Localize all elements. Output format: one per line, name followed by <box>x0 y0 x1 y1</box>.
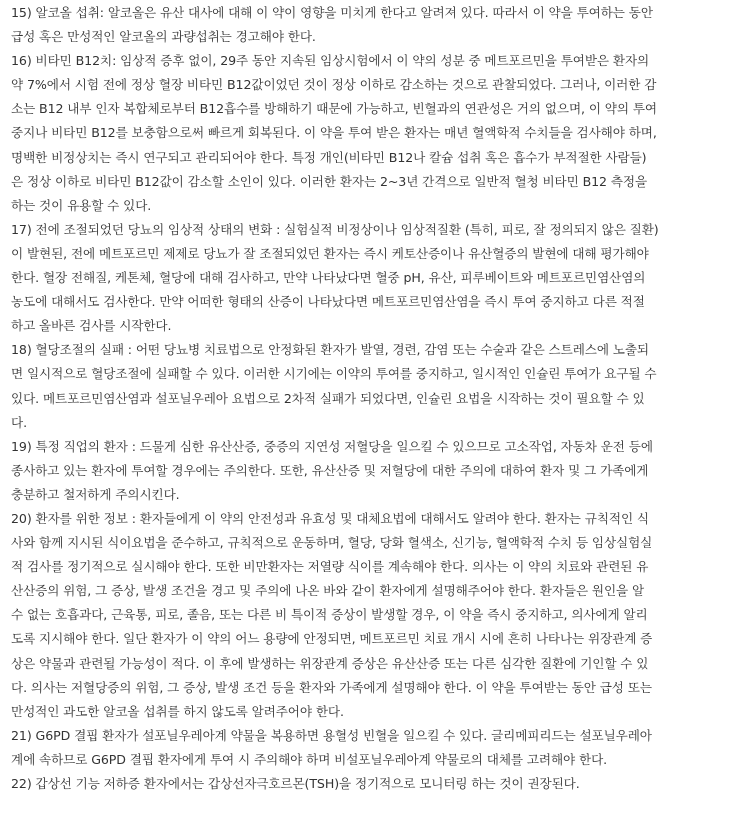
section-15-alcohol-intake <box>11 1 721 49</box>
text-line: 한다. 혈장 전해질, 케톤체, 혈당에 대해 검사하고, 만약 나타났다면 혈중 pH, 유산, 피루베이트와 메트포르민염산염의 <box>11 270 646 286</box>
section-18-glycemic-control-failure <box>11 338 721 434</box>
text-line: 15) 알코올 섭취: 알코올은 유산 대사에 대해 이 약이 영향을 미치게 한다고 알려져 있다. 따라서 이 약을 투여하는 동안 <box>11 5 653 20</box>
text-line: 하는 것이 유용할 수 있다. <box>11 197 152 213</box>
text-line: 만성적인 과도한 알코올 섭취를 하지 않도록 알려주어야 한다. <box>11 703 344 719</box>
text-line: 사와 함께 지시된 식이요법을 준수하고, 규칙적으로 운동하며, 혈당, 당화 혈색소, 신기능, 혈액학적 수치 등 임상실험실 <box>11 535 653 551</box>
text-line: 다. <box>11 414 27 430</box>
text-line: 면 일시적으로 혈당조절에 실패할 수 있다. 이러한 시기에는 이약의 투여를 중지하고, 일시적인 인슐린 투여가 요구될 수 <box>11 366 657 382</box>
text-line: 21) G6PD 결핍 환자가 설포닐우레아계 약물을 복용하면 용혈성 빈혈을 일으킬 수 있다. 글리메피리드는 설포닐우레아 <box>11 727 652 743</box>
section-21-g6pd-deficiency <box>11 724 721 772</box>
text-line: 하고 올바른 검사를 시작한다. <box>11 318 172 334</box>
section-16-vitamin-b12 <box>11 49 721 218</box>
section-19-occupational-patients <box>11 435 721 507</box>
text-line: 충분하고 철저하게 주의시킨다. <box>11 486 180 502</box>
text-line: 18) 혈당조절의 실패 : 어떤 당뇨병 치료법으로 안정화된 환자가 발열, 경련, 감염 또는 수술과 같은 스트레스에 노출되 <box>11 342 649 358</box>
text-line: 있다. 메트포르민염산염과 설포닐우레아 요법으로 2차적 실패가 되었다면, 인슐린 요법을 시작하는 것이 필요할 수 있 <box>11 390 645 406</box>
text-line: 종사하고 있는 환자에 투여할 경우에는 주의한다. 또한, 유산산증 및 저혈당에 대한 주의에 대하여 환자 및 그 가족에게 <box>11 462 649 478</box>
text-line: 17) 전에 조절되었던 당뇨의 임상적 상태의 변화 : 실험실적 비정상이나 임상적질환 (특히, 피로, 잘 정의되지 않은 질환) <box>11 221 659 237</box>
text-line: 상은 약물과 관련될 가능성이 적다. 이 후에 발생하는 위장관계 증상은 유산산증 또는 다른 심각한 질환에 기인할 수 있 <box>11 655 649 671</box>
text-line: 소는 B12 내부 인자 복합체로부터 B12흡수를 방해하기 때문에 가능하고, 빈혈과의 연관성은 거의 없으며, 이 약의 투여 <box>11 101 657 117</box>
section-17-clinical-status-change <box>11 218 721 338</box>
text-line: 은 정상 이하로 비타민 B12값이 감소할 소인이 있다. 이러한 환자는 2~3년 간격으로 일반적 혈청 비타민 B12 측정을 <box>11 173 648 189</box>
text-line: 다. 의사는 저혈당증의 위험, 그 증상, 발생 조건 등을 환자와 가족에게 설명해야 한다. 이 약을 투여받는 동안 급성 또는 <box>11 679 652 695</box>
text-line: 계에 속하므로 G6PD 결핍 환자에게 투여 시 주의해야 하며 비설포닐우레아계 약물로의 대체를 고려해야 한다. <box>11 751 608 767</box>
section-20-patient-information <box>11 507 721 724</box>
text-line: 급성 혹은 만성적인 알코올의 과량섭취는 경고해야 한다. <box>11 29 316 45</box>
text-line: 20) 환자를 위한 정보 : 환자들에게 이 약의 안전성과 유효성 및 대체요법에 대해서도 알려야 한다. 환자는 규칙적인 식 <box>11 510 649 526</box>
text-line: 도록 지시해야 한다. 일단 환자가 이 약의 어느 용량에 안정되면, 메트포르민 치료 개시 시에 흔히 나타나는 위장관계 증 <box>11 631 653 647</box>
text-line: 19) 특정 직업의 환자 : 드물게 심한 유산산증, 중증의 지연성 저혈당을 일으킬 수 있으므로 고소작업, 자동차 운전 등에 <box>11 438 653 454</box>
text-line: 중지나 비타민 B12를 보충함으로써 빠르게 회복된다. 이 약을 투여 받은 환자는 매년 혈액학적 수치들을 검사해야 하며, <box>11 125 657 141</box>
text-line: 적 검사를 정기적으로 실시해야 한다. 또한 비만환자는 저열량 식이를 계속해야 한다. 의사는 이 약의 치료와 관련된 유 <box>11 559 649 575</box>
text-line: 수 없는 호흡과다, 근육통, 피로, 졸음, 또는 다른 비 특이적 증상이 발생할 경우, 이 약을 즉시 중지하고, 의사에게 알리 <box>11 607 648 623</box>
text-line: 16) 비타민 B12치: 임상적 증후 없이, 29주 동안 지속된 임상시험에서 이 약의 성분 중 메트포르민을 투여받은 환자의 <box>11 53 650 69</box>
text-line: 산산증의 위험, 그 증상, 발생 조건을 경고 및 주의에 나온 바와 같이 환자에게 설명해주어야 한다. 환자들은 원인을 알 <box>11 583 645 599</box>
text-line: 농도에 대해서도 검사한다. 만약 어떠한 형태의 산증이 나타났다면 메트포르민염산염을 즉시 투여 중지하고 다른 적절 <box>11 294 645 310</box>
text-line: 22) 갑상선 기능 저하증 환자에서는 갑상선자극호르몬(TSH)을 정기적으로 모니터링 하는 것이 권장된다. <box>11 776 580 791</box>
section-22-hypothyroidism <box>11 772 721 796</box>
text-line: 명백한 비정상치는 즉시 연구되고 관리되어야 한다. 특정 개인(비타민 B12나 칼슘 섭취 혹은 흡수가 부적절한 사람들) <box>11 149 647 165</box>
text-line: 이 발현된, 전에 메트포르민 제제로 당뇨가 잘 조절되었던 환자는 즉시 케토산증이나 유산혈증의 발현에 대해 평가해야 <box>11 245 649 261</box>
text-line: 약 7%에서 시험 전에 정상 혈장 비타민 B12값이었던 것이 정상 이하로 감소하는 것으로 관찰되었다. 그러나, 이러한 감 <box>11 77 657 93</box>
